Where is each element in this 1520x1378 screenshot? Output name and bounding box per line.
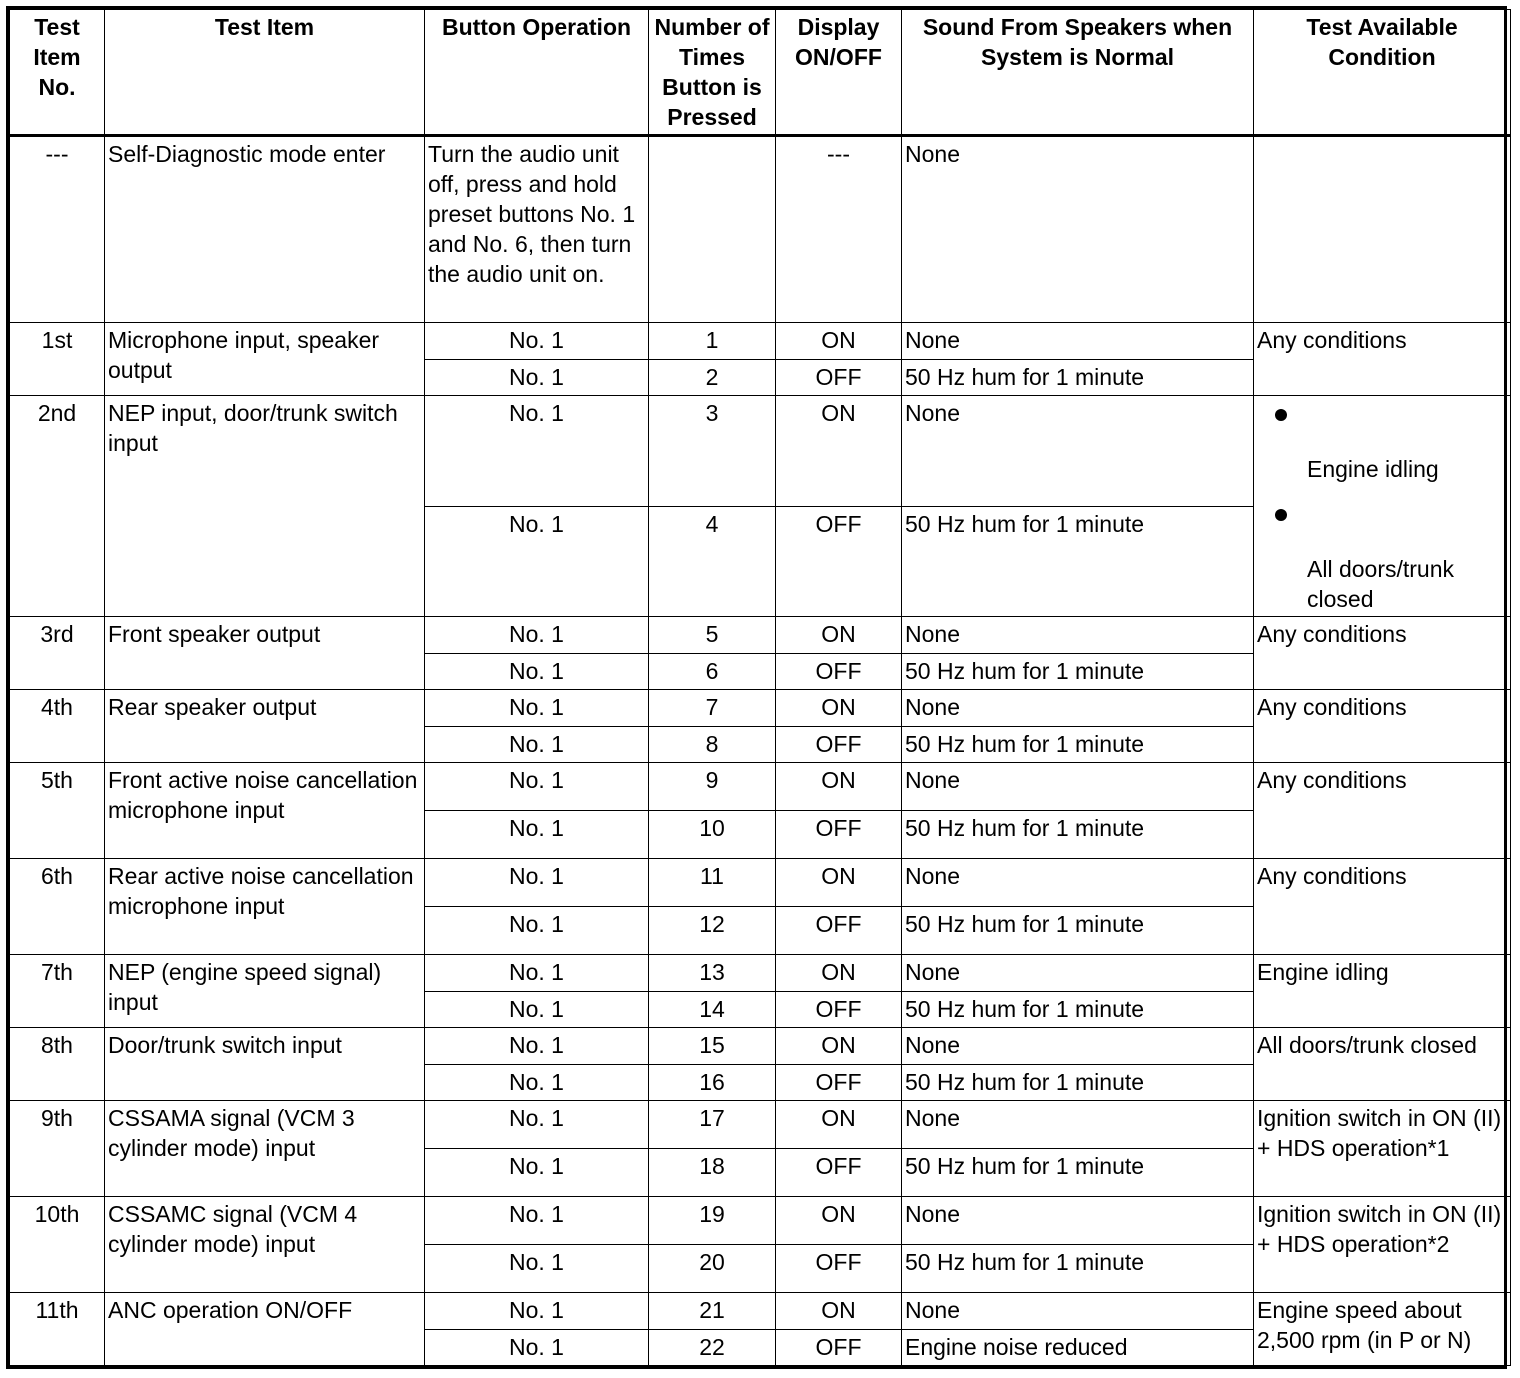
cell-test-item: NEP input, door/trunk switch input (105, 396, 425, 617)
cell-condition: Any conditions (1254, 323, 1511, 396)
cell-times-pressed: 20 (649, 1245, 776, 1293)
table-row (10, 955, 1511, 992)
cell-test-item: Microphone input, speaker output (105, 323, 425, 396)
cell-display: ON (776, 396, 902, 507)
cell-times-pressed: 2 (649, 360, 776, 396)
condition-bullet-text: Engine idling (1307, 456, 1439, 482)
cell-condition: Engine speed about 2,500 rpm (in P or N) (1254, 1293, 1511, 1366)
cell-times-pressed: 17 (649, 1101, 776, 1149)
table-row (10, 1293, 1511, 1330)
cell-sound: None (902, 136, 1254, 323)
cell-button-operation: No. 1 (425, 1028, 649, 1065)
cell-sound: None (902, 323, 1254, 360)
cell-condition: Any conditions (1254, 763, 1511, 859)
condition-bullet-text: All doors/trunk closed (1307, 556, 1455, 612)
cell-sound: None (902, 859, 1254, 907)
cell-test-item: Rear speaker output (105, 690, 425, 763)
table-row (10, 859, 1511, 907)
cell-times-pressed: 13 (649, 955, 776, 992)
header-display: Display ON/OFF (776, 10, 902, 136)
cell-test-item: ANC operation ON/OFF (105, 1293, 425, 1366)
cell-times-pressed: 5 (649, 617, 776, 654)
cell-condition: All doors/trunk closed (1254, 1028, 1511, 1101)
cell-test-item: Front active noise cancellation microphone input (105, 763, 425, 859)
cell-display: ON (776, 859, 902, 907)
table-row (10, 617, 1511, 654)
cell-button-operation: No. 1 (425, 955, 649, 992)
cell-times-pressed: 14 (649, 992, 776, 1028)
cell-sound: 50 Hz hum for 1 minute (902, 654, 1254, 690)
header-test-item: Test Item (105, 10, 425, 136)
cell-button-operation: No. 1 (425, 763, 649, 811)
cell-button-operation: No. 1 (425, 811, 649, 859)
cell-sound: 50 Hz hum for 1 minute (902, 1149, 1254, 1197)
cell-button-operation: No. 1 (425, 1065, 649, 1101)
cell-display: OFF (776, 992, 902, 1028)
cell-button-operation: No. 1 (425, 690, 649, 727)
condition-bullet-item (1257, 398, 1507, 484)
cell-times-pressed: 7 (649, 690, 776, 727)
header-condition: Test Available Condition (1254, 10, 1511, 136)
cell-display: OFF (776, 360, 902, 396)
cell-display: --- (776, 136, 902, 323)
cell-condition: Ignition switch in ON (II) + HDS operation*2 (1254, 1197, 1511, 1293)
cell-button-operation: No. 1 (425, 907, 649, 955)
cell-condition: Any conditions (1254, 859, 1511, 955)
cell-times-pressed (649, 136, 776, 323)
cell-button-operation: No. 1 (425, 1245, 649, 1293)
cell-button-operation: No. 1 (425, 1101, 649, 1149)
table-row (10, 1101, 1511, 1149)
cell-item-no: --- (10, 136, 105, 323)
header-times-pressed: Number of Times Button is Pressed (649, 10, 776, 136)
cell-condition: Ignition switch in ON (II) + HDS operation*1 (1254, 1101, 1511, 1197)
cell-sound: 50 Hz hum for 1 minute (902, 1065, 1254, 1101)
cell-times-pressed: 9 (649, 763, 776, 811)
cell-times-pressed: 1 (649, 323, 776, 360)
cell-display: OFF (776, 654, 902, 690)
cell-sound: None (902, 763, 1254, 811)
cell-button-operation: No. 1 (425, 654, 649, 690)
cell-times-pressed: 15 (649, 1028, 776, 1065)
cell-display: ON (776, 690, 902, 727)
cell-display: OFF (776, 1245, 902, 1293)
cell-button-operation: No. 1 (425, 396, 649, 507)
cell-display: OFF (776, 507, 902, 617)
cell-display: ON (776, 323, 902, 360)
table-row (10, 1197, 1511, 1245)
cell-item-no: 10th (10, 1197, 105, 1293)
cell-item-no: 8th (10, 1028, 105, 1101)
cell-sound: None (902, 396, 1254, 507)
cell-sound: None (902, 1293, 1254, 1330)
cell-condition (1254, 136, 1511, 323)
cell-times-pressed: 19 (649, 1197, 776, 1245)
cell-display: OFF (776, 727, 902, 763)
cell-button-operation: No. 1 (425, 1293, 649, 1330)
cell-times-pressed: 12 (649, 907, 776, 955)
cell-sound: None (902, 690, 1254, 727)
cell-times-pressed: 21 (649, 1293, 776, 1330)
cell-display: ON (776, 1197, 902, 1245)
table-row (10, 396, 1511, 507)
cell-condition: Any conditions (1254, 690, 1511, 763)
cell-button-operation: No. 1 (425, 617, 649, 654)
cell-item-no: 5th (10, 763, 105, 859)
header-row (10, 10, 1511, 136)
cell-display: ON (776, 763, 902, 811)
cell-button-operation: No. 1 (425, 360, 649, 396)
bullet-icon (1275, 509, 1287, 521)
cell-display: ON (776, 1028, 902, 1065)
cell-item-no: 7th (10, 955, 105, 1028)
cell-button-operation: No. 1 (425, 507, 649, 617)
cell-sound: None (902, 1028, 1254, 1065)
cell-test-item: CSSAMA signal (VCM 3 cylinder mode) input (105, 1101, 425, 1197)
cell-button-operation: No. 1 (425, 992, 649, 1028)
cell-sound: Engine noise reduced (902, 1330, 1254, 1366)
cell-times-pressed: 11 (649, 859, 776, 907)
cell-display: ON (776, 955, 902, 992)
cell-test-item: Rear active noise cancellation microphone input (105, 859, 425, 955)
cell-times-pressed: 10 (649, 811, 776, 859)
cell-sound: None (902, 1101, 1254, 1149)
table-row (10, 690, 1511, 727)
cell-test-item: NEP (engine speed signal) input (105, 955, 425, 1028)
table-row (10, 1028, 1511, 1065)
cell-button-operation: No. 1 (425, 727, 649, 763)
cell-times-pressed: 3 (649, 396, 776, 507)
cell-times-pressed: 8 (649, 727, 776, 763)
cell-item-no: 9th (10, 1101, 105, 1197)
cell-condition: Engine idling (1254, 955, 1511, 1028)
cell-sound: 50 Hz hum for 1 minute (902, 992, 1254, 1028)
cell-test-item: CSSAMC signal (VCM 4 cylinder mode) input (105, 1197, 425, 1293)
cell-display: OFF (776, 1065, 902, 1101)
bullet-icon (1275, 409, 1287, 421)
cell-button-operation: No. 1 (425, 1330, 649, 1366)
cell-button-operation: No. 1 (425, 859, 649, 907)
cell-condition (1254, 396, 1511, 617)
cell-times-pressed: 16 (649, 1065, 776, 1101)
cell-button-operation: No. 1 (425, 323, 649, 360)
cell-display: OFF (776, 811, 902, 859)
cell-test-item: Front speaker output (105, 617, 425, 690)
cell-display: ON (776, 617, 902, 654)
table-row-enter (10, 136, 1511, 323)
diagnostic-test-table-frame (6, 6, 1507, 1369)
cell-sound: 50 Hz hum for 1 minute (902, 360, 1254, 396)
cell-test-item: Door/trunk switch input (105, 1028, 425, 1101)
table-row (10, 323, 1511, 360)
cell-item-no: 3rd (10, 617, 105, 690)
cell-times-pressed: 6 (649, 654, 776, 690)
condition-bullet-item (1257, 498, 1507, 614)
header-sound: Sound From Speakers when System is Normal (902, 10, 1254, 136)
cell-item-no: 2nd (10, 396, 105, 617)
cell-display: OFF (776, 1149, 902, 1197)
cell-sound: None (902, 617, 1254, 654)
cell-item-no: 11th (10, 1293, 105, 1366)
header-item-no: Test Item No. (10, 10, 105, 136)
cell-button-operation: Turn the audio unit off, press and hold preset buttons No. 1 and No. 6, then turn the audio unit on. (425, 136, 649, 323)
cell-sound: 50 Hz hum for 1 minute (902, 907, 1254, 955)
cell-button-operation: No. 1 (425, 1197, 649, 1245)
cell-sound: None (902, 1197, 1254, 1245)
cell-display: ON (776, 1293, 902, 1330)
cell-button-operation: No. 1 (425, 1149, 649, 1197)
cell-sound: 50 Hz hum for 1 minute (902, 507, 1254, 617)
cell-item-no: 4th (10, 690, 105, 763)
cell-item-no: 6th (10, 859, 105, 955)
table-row (10, 763, 1511, 811)
cell-test-item: Self-Diagnostic mode enter (105, 136, 425, 323)
cell-item-no: 1st (10, 323, 105, 396)
diagnostic-test-table (9, 9, 1511, 1366)
cell-sound: 50 Hz hum for 1 minute (902, 1245, 1254, 1293)
cell-sound: 50 Hz hum for 1 minute (902, 727, 1254, 763)
cell-display: OFF (776, 1330, 902, 1366)
cell-sound: 50 Hz hum for 1 minute (902, 811, 1254, 859)
cell-times-pressed: 4 (649, 507, 776, 617)
cell-condition: Any conditions (1254, 617, 1511, 690)
cell-sound: None (902, 955, 1254, 992)
cell-times-pressed: 18 (649, 1149, 776, 1197)
cell-display: OFF (776, 907, 902, 955)
header-button-operation: Button Operation (425, 10, 649, 136)
cell-display: ON (776, 1101, 902, 1149)
cell-times-pressed: 22 (649, 1330, 776, 1366)
